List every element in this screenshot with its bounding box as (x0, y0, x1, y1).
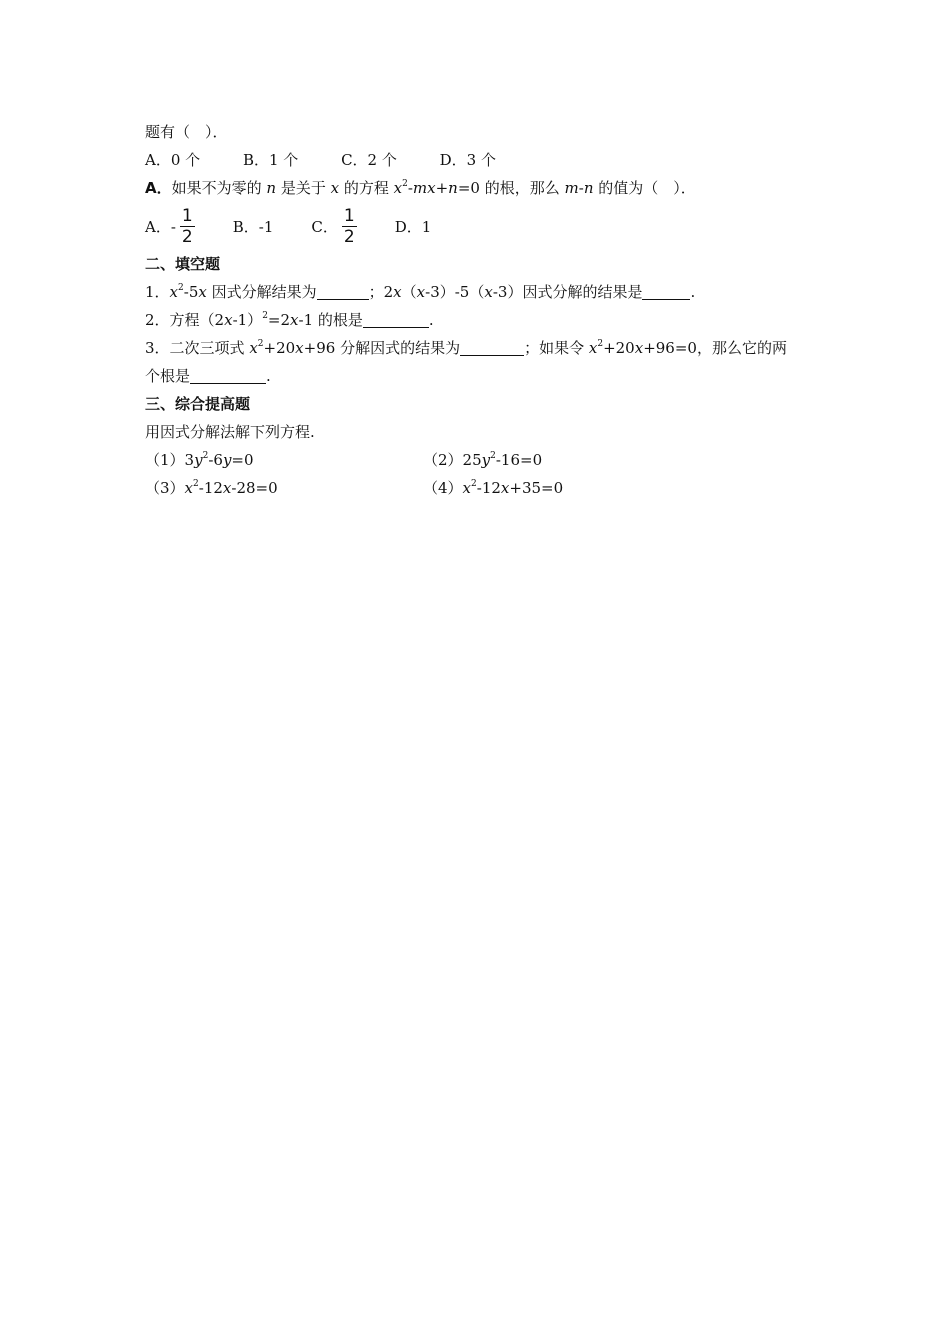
answer-blank (190, 367, 266, 384)
text-segment: （1）3 (145, 451, 195, 469)
option-d: D．3 个 (439, 151, 496, 169)
equation-4 (423, 474, 701, 502)
text-segment: x (295, 339, 304, 357)
option-b: B．-1 (232, 217, 274, 236)
previous-question-tail: 题有（ ）． (145, 123, 228, 141)
answer-blank (460, 339, 524, 356)
text-segment: -12 (476, 479, 501, 497)
text-segment: 的方程 (339, 179, 394, 197)
text-segment: 2 (202, 451, 209, 461)
equation-2 (423, 446, 701, 474)
text-segment: x (393, 179, 403, 197)
text-segment: . (690, 283, 696, 301)
text-segment: =0 的根，那么 (457, 179, 565, 197)
text-segment: 2 (343, 226, 355, 247)
equation-row-1 (145, 446, 815, 474)
text-segment: n (266, 179, 277, 197)
text-segment: . (266, 367, 271, 385)
fill-question-3-continued (145, 362, 815, 390)
fill-question-1 (145, 278, 815, 306)
text-segment: 2 (597, 339, 604, 349)
fill-question-3 (145, 334, 815, 362)
text-segment: -6 (208, 451, 223, 469)
text-segment: +35=0 (509, 479, 564, 497)
text-segment: =0 (231, 451, 254, 469)
answer-blank (317, 283, 369, 300)
section-fill-blank-title: 二、填空题 (145, 255, 221, 273)
equation-3 (145, 474, 423, 502)
text-segment: x (224, 311, 233, 329)
answer-blank (363, 311, 429, 328)
text-segment: x (290, 311, 299, 329)
text-segment: x (588, 339, 598, 357)
text-segment: 2 (257, 339, 264, 349)
text-segment: 2 (178, 283, 184, 293)
text-segment: -1） (232, 311, 263, 329)
text-segment: mx (412, 179, 436, 197)
text-segment: y (222, 451, 232, 469)
option-d: D．1 (394, 217, 432, 236)
text-segment: +20 (263, 339, 296, 357)
text-segment: 2．方程（2 (145, 311, 225, 329)
document-page (145, 118, 815, 502)
text-segment: （2）25 (423, 451, 482, 469)
question-m-minus-n (145, 174, 815, 202)
answer-blank (642, 283, 690, 300)
text-segment: 2 (181, 226, 193, 247)
text-segment: 1 (343, 205, 355, 226)
text-segment: x (484, 283, 493, 301)
text-segment: 2 (193, 479, 199, 489)
text-segment: x (330, 179, 340, 197)
text-segment: n (448, 179, 458, 197)
option-a (145, 206, 195, 247)
text-segment: 是关于 (276, 179, 331, 197)
text-segment: - (407, 179, 413, 197)
text-segment: x (184, 479, 194, 497)
text-segment: x (198, 283, 207, 301)
fraction (342, 206, 357, 247)
equation-row-2 (145, 474, 815, 502)
text-segment: 1 (181, 205, 193, 226)
text-segment: x (500, 479, 510, 497)
text-segment: 1． (145, 283, 170, 301)
equation-1 (145, 446, 423, 474)
text-segment: . (428, 311, 434, 329)
section-comprehensive-intro: 用因式分解法解下列方程. (145, 423, 315, 441)
text-segment: C． (311, 217, 338, 236)
text-segment: -3）因式分解的结果是 (492, 283, 643, 301)
text-segment: m (564, 179, 579, 197)
text-segment: 因式分解结果为 (206, 283, 317, 301)
text-segment: +96 分解因式的结果为 (303, 339, 461, 357)
text-segment: 2 (471, 479, 477, 489)
option-c (311, 206, 356, 247)
text-segment: （3） (145, 479, 185, 497)
text-segment: y (481, 451, 491, 469)
text-segment: x (416, 283, 426, 301)
text-segment: 2 (490, 451, 496, 461)
text-segment: 的值为（ ）． (593, 179, 696, 197)
text-segment: -5 (183, 283, 199, 301)
text-segment: x (393, 283, 402, 301)
previous-question-options (145, 146, 815, 174)
text-segment: 2 (262, 311, 268, 321)
text-segment: -16=0 (495, 451, 543, 469)
text-segment: ；2 (368, 283, 394, 301)
text-segment: x (462, 479, 472, 497)
text-segment: +20 (603, 339, 635, 357)
text-segment: （4） (423, 479, 463, 497)
text-segment: -12 (198, 479, 223, 497)
fill-question-2 (145, 306, 815, 334)
text-segment: x (222, 479, 232, 497)
text-segment: ；如果令 (524, 339, 589, 357)
text-segment: 3．二次三项式 (145, 339, 250, 357)
option-a: A．0 个 (145, 151, 201, 169)
text-segment: x (634, 339, 644, 357)
text-segment: 如果不为零的 (171, 179, 267, 197)
text-segment: y (194, 451, 203, 469)
text-segment: =2 (267, 311, 291, 329)
text-segment: -1 的根是 (298, 311, 363, 329)
text-segment: A． (145, 179, 172, 197)
text-segment: 个根是 (145, 367, 191, 385)
option-b: B．1 个 (242, 151, 299, 169)
text-segment: + (435, 179, 449, 197)
text-segment: x (169, 283, 179, 301)
option-c: C．2 个 (341, 151, 397, 169)
text-segment: （ (401, 283, 417, 301)
question-m-minus-n-options (145, 202, 815, 250)
section-comprehensive-title: 三、综合提高题 (145, 395, 251, 413)
text-segment: 2 (402, 179, 408, 189)
text-segment: -3）-5（ (425, 283, 485, 301)
text-segment: - (578, 179, 584, 197)
text-segment: x (249, 339, 258, 357)
text-segment: n (583, 179, 594, 197)
text-segment: -28=0 (231, 479, 278, 497)
text-segment: A．- (145, 217, 176, 236)
text-segment: +96=0，那么它的两 (643, 339, 787, 357)
fraction (180, 206, 195, 247)
